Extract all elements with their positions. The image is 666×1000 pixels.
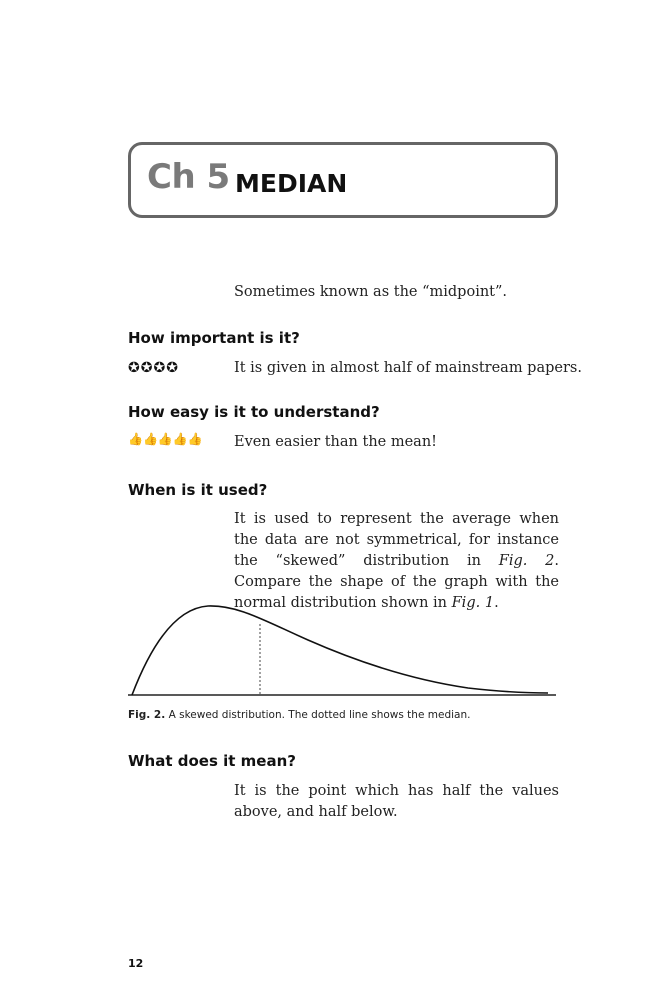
chapter-title: MEDIAN xyxy=(235,169,348,198)
usage-text-part: It is used to represent the average when the data are not symmetrical, for instance the “skewed” distribution in xyxy=(234,511,559,569)
caption-label: Fig. 2. xyxy=(128,709,166,721)
ease-text: Even easier than the mean! xyxy=(234,434,437,450)
fig-reference: Fig. 1 xyxy=(451,595,495,611)
importance-text: It is given in almost half of mainstream papers. xyxy=(234,360,582,376)
usage-text-part: . xyxy=(494,595,499,611)
figure-caption xyxy=(128,709,470,721)
meaning-text: It is the point which has half the values above, and half below. xyxy=(234,783,559,820)
heading-meaning: What does it mean? xyxy=(128,752,296,770)
caption-text: A skewed distribution. The dotted line shows the median. xyxy=(168,709,471,721)
importance-rating xyxy=(128,360,179,376)
chapter-header-box xyxy=(128,142,558,218)
ease-rating xyxy=(128,432,203,446)
chapter-number: Ch 5 xyxy=(147,157,230,197)
distribution-curve xyxy=(132,606,548,695)
page-number: 12 xyxy=(128,957,144,970)
fig-reference: Fig. 2 xyxy=(498,553,555,569)
usage-text-part: . Compare the shape of the graph with the normal distribution shown in xyxy=(234,553,559,611)
star-badge-icon: ✪✪✪✪ xyxy=(128,360,179,376)
heading-ease: How easy is it to understand? xyxy=(128,403,380,421)
thumbs-up-icon: 👍👍👍👍👍 xyxy=(128,432,203,446)
heading-usage: When is it used? xyxy=(128,481,268,499)
skewed-distribution-figure xyxy=(128,600,556,702)
usage-text xyxy=(234,509,559,614)
heading-importance: How important is it? xyxy=(128,329,300,347)
intro-text: Sometimes known as the “midpoint”. xyxy=(234,284,508,300)
